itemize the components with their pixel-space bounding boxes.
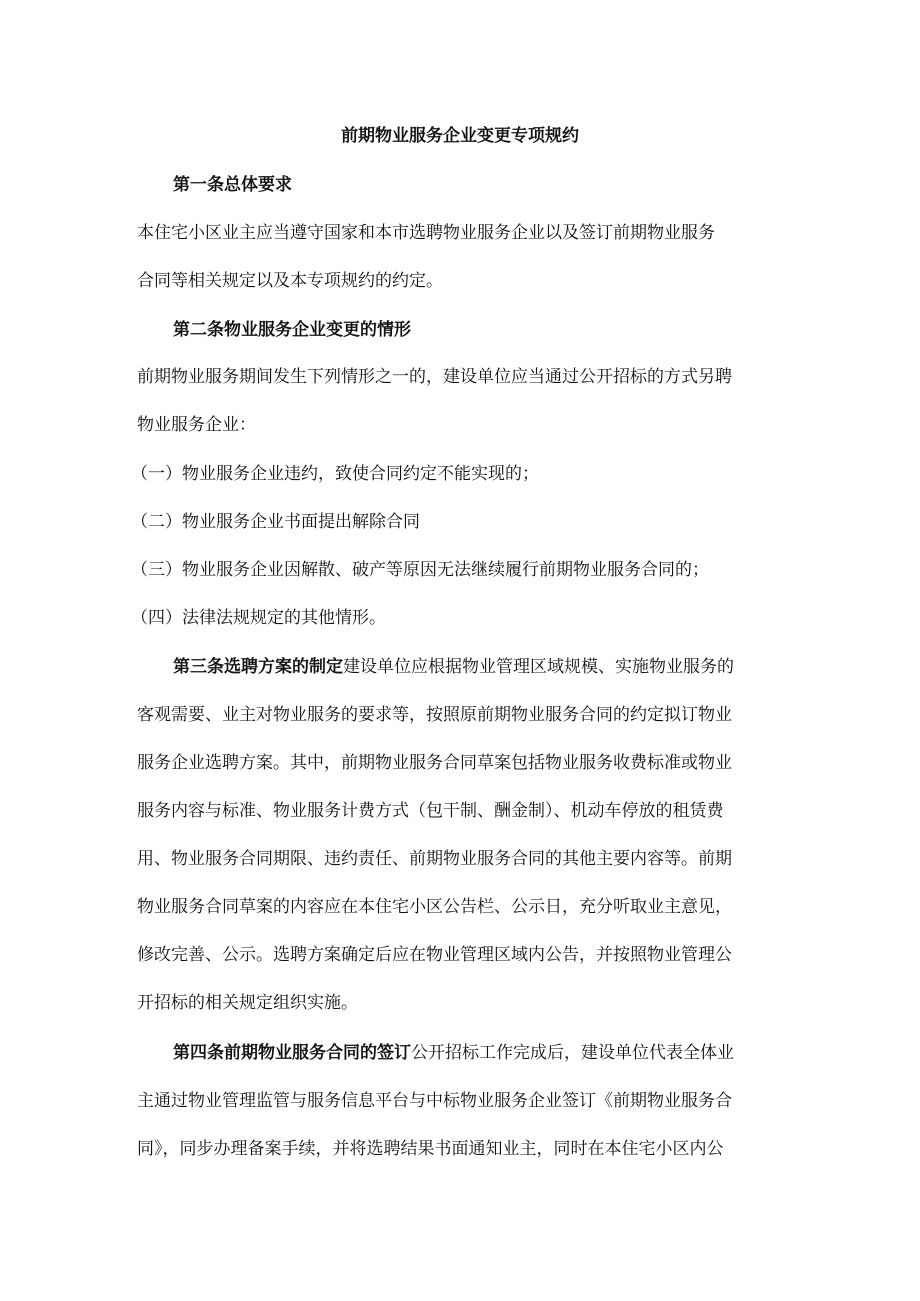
document-title: 前期物业服务企业变更专项规约 — [341, 126, 579, 146]
article-2-line-1: 前期物业服务期间发生下列情形之一的，建设单位应当通过公开招标的方式另聘 — [137, 367, 732, 387]
article-4-line-1: 主通过物业管理监管与服务信息平台与中标物业服务企业签订《前期物业服务合 — [137, 1091, 732, 1111]
article-4-heading: 第四条前期物业服务合同的签订 — [173, 1043, 411, 1063]
article-3-line-2: 服务企业选聘方案。其中，前期物业服务合同草案包括物业服务收费标准或物业 — [137, 753, 732, 773]
article-2-line-2: 物业服务企业： — [137, 415, 256, 435]
article-4-first-line-rest: 公开招标工作完成后，建设单位代表全体业 — [411, 1043, 734, 1063]
article-3-first-line — [173, 653, 734, 681]
article-2-item-3: （三）物业服务企业因解散、破产等原因无法继续履行前期物业服务合同的； — [131, 560, 709, 580]
article-3-line-7: 开招标的相关规定组织实施。 — [137, 993, 358, 1013]
article-4-line-2: 同》，同步办理备案手续，并将选聘结果书面通知业主，同时在本住宅小区内公 — [137, 1139, 724, 1159]
article-3-first-line-rest: 建设单位应根据物业管理区域规模、实施物业服务的 — [343, 657, 734, 677]
article-2-heading: 第二条物业服务企业变更的情形 — [173, 320, 411, 340]
article-3-line-1: 客观需要、业主对物业服务的要求等，按照原前期物业服务合同的约定拟订物业 — [137, 705, 732, 725]
article-2-item-2: （二）物业服务企业书面提出解除合同 — [131, 512, 420, 532]
article-3-heading: 第三条选聘方案的制定 — [173, 657, 343, 677]
article-3-line-5: 物业服务合同草案的内容应在本住宅小区公告栏、公示日，充分听取业主意见， — [137, 897, 732, 917]
article-2-item-4: （四）法律法规规定的其他情形。 — [131, 608, 386, 628]
article-3-line-3: 服务内容与标准、物业服务计费方式（包干制、酬金制）、机动车停放的租赁费 — [137, 801, 724, 821]
article-1-heading: 第一条总体要求 — [173, 175, 292, 195]
article-1-line-2: 合同等相关规定以及本专项规约的约定。 — [137, 271, 443, 291]
article-3-line-6: 修改完善、公示。选聘方案确定后应在物业管理区域内公告，并按照物业管理公 — [137, 945, 732, 965]
article-4-first-line — [173, 1039, 734, 1067]
article-3-line-4: 用、物业服务合同期限、违约责任、前期物业服务合同的其他主要内容等。前期 — [137, 849, 732, 869]
article-1-line-1: 本住宅小区业主应当遵守国家和本市选聘物业服务企业以及签订前期物业服务 — [137, 223, 715, 243]
article-2-item-1: （一）物业服务企业违约，致使合同约定不能实现的； — [131, 464, 539, 484]
